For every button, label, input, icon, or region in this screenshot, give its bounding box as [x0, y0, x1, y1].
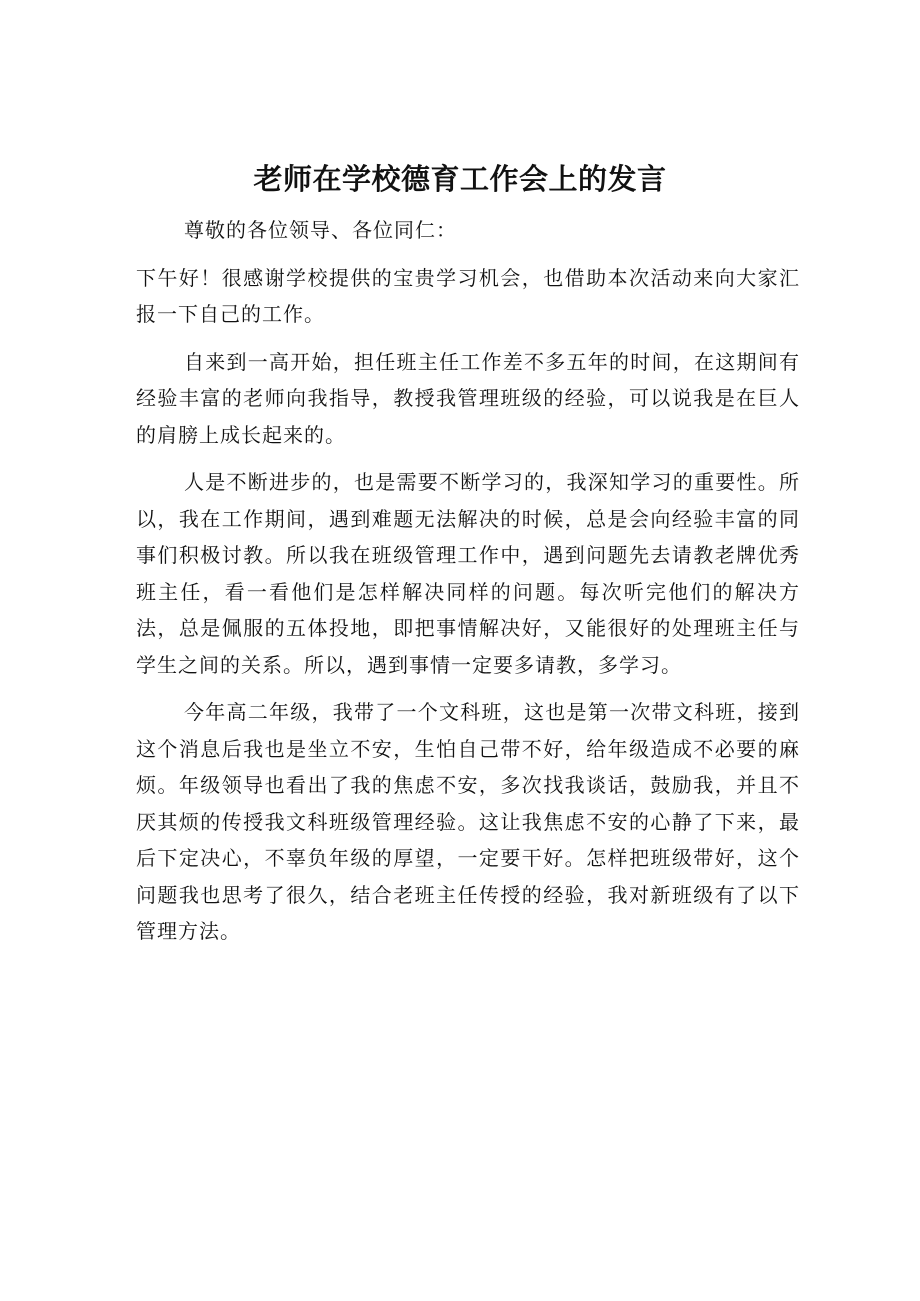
document-title: 老师在学校德育工作会上的发言 — [253, 162, 667, 196]
document-body — [136, 212, 800, 961]
greeting-paragraph: 下午好！很感谢学校提供的宝贵学习机会，也借助本次活动来向大家汇报一下自己的工作。 — [136, 265, 800, 326]
salutation-paragraph: 尊敬的各位领导、各位同仁： — [184, 218, 457, 242]
body-paragraph: 人是不断进步的，也是需要不断学习的，我深知学习的重要性。所以，我在工作期间，遇到难题无法解决的时候，总是会向经验丰富的同事们积极讨教。所以我在班级管理工作中，遇到问题先去请教老牌优秀班主任，看一看他们是怎样解决同样的问题。每次听完他们的解决方法，总是佩服的五体投地，即把事情解决好，又能很好的处理班主任与学生之间的关系。所以，遇到事情一定要多请教，多学习。 — [136, 470, 800, 677]
body-paragraph: 自来到一高开始，担任班主任工作差不多五年的时间，在这期间有经验丰富的老师向我指导，教授我管理班级的经验，可以说我是在巨人的肩膀上成长起来的。 — [136, 349, 800, 447]
body-paragraph: 今年高二年级，我带了一个文科班，这也是第一次带文科班，接到这个消息后我也是坐立不安，生怕自己带不好，给年级造成不必要的麻烦。年级领导也看出了我的焦虑不安，多次找我谈话，鼓励我，并且不厌其烦的传授我文科班级管理经验。这让我焦虑不安的心静了下来，最后下定决心，不辜负年级的厚望，一定要干好。怎样把班级带好，这个问题我也思考了很久，结合老班主任传授的经验，我对新班级有了以下管理方法。 — [136, 700, 800, 943]
